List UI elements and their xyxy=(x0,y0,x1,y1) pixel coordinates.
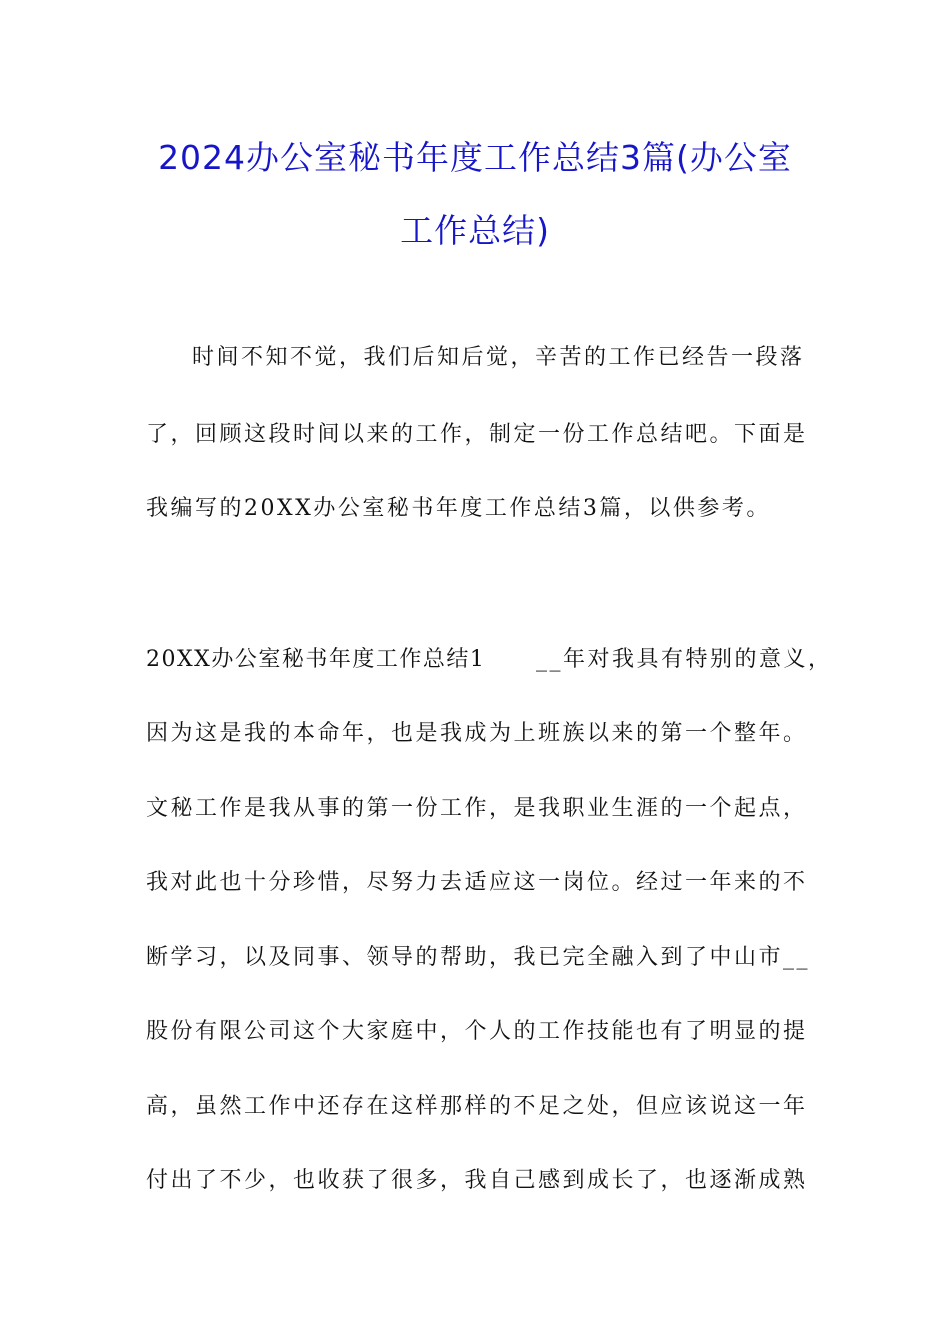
intro-line-3: 我编写的20XX办公室秘书年度工作总结3篇，以供参考。 xyxy=(146,496,771,521)
body-line-6: 高，虽然工作中还存在这样那样的不足之处，但应该说这一年 xyxy=(146,1094,808,1119)
document-title-line-2: 工作总结) xyxy=(400,211,550,250)
body-line-7: 付出了不少，也收获了很多，我自己感到成长了，也逐渐成熟 xyxy=(146,1168,808,1193)
body-line-1: 因为这是我的本命年，也是我成为上班族以来的第一个整年。 xyxy=(146,721,808,746)
body-line-2: 文秘工作是我从事的第一份工作，是我职业生涯的一个起点， xyxy=(146,796,808,821)
body-line-4: 断学习，以及同事、领导的帮助，我已完全融入到了中山市__ xyxy=(146,945,811,970)
body-line-3: 我对此也十分珍惜，尽努力去适应这一岗位。经过一年来的不 xyxy=(146,870,808,895)
section-first-line-tail: __年对我具有特别的意义， xyxy=(536,647,833,672)
body-line-5: 股份有限公司这个大家庭中，个人的工作技能也有了明显的提 xyxy=(146,1019,808,1044)
document-title-line-1: 2024办公室秘书年度工作总结3篇(办公室 xyxy=(158,138,792,177)
intro-line-1: 时间不知不觉，我们后知后觉，辛苦的工作已经告一段落 xyxy=(192,345,805,370)
section-heading: 20XX办公室秘书年度工作总结1 xyxy=(146,647,486,672)
intro-line-2: 了，回顾这段时间以来的工作，制定一份工作总结吧。下面是 xyxy=(146,422,808,447)
